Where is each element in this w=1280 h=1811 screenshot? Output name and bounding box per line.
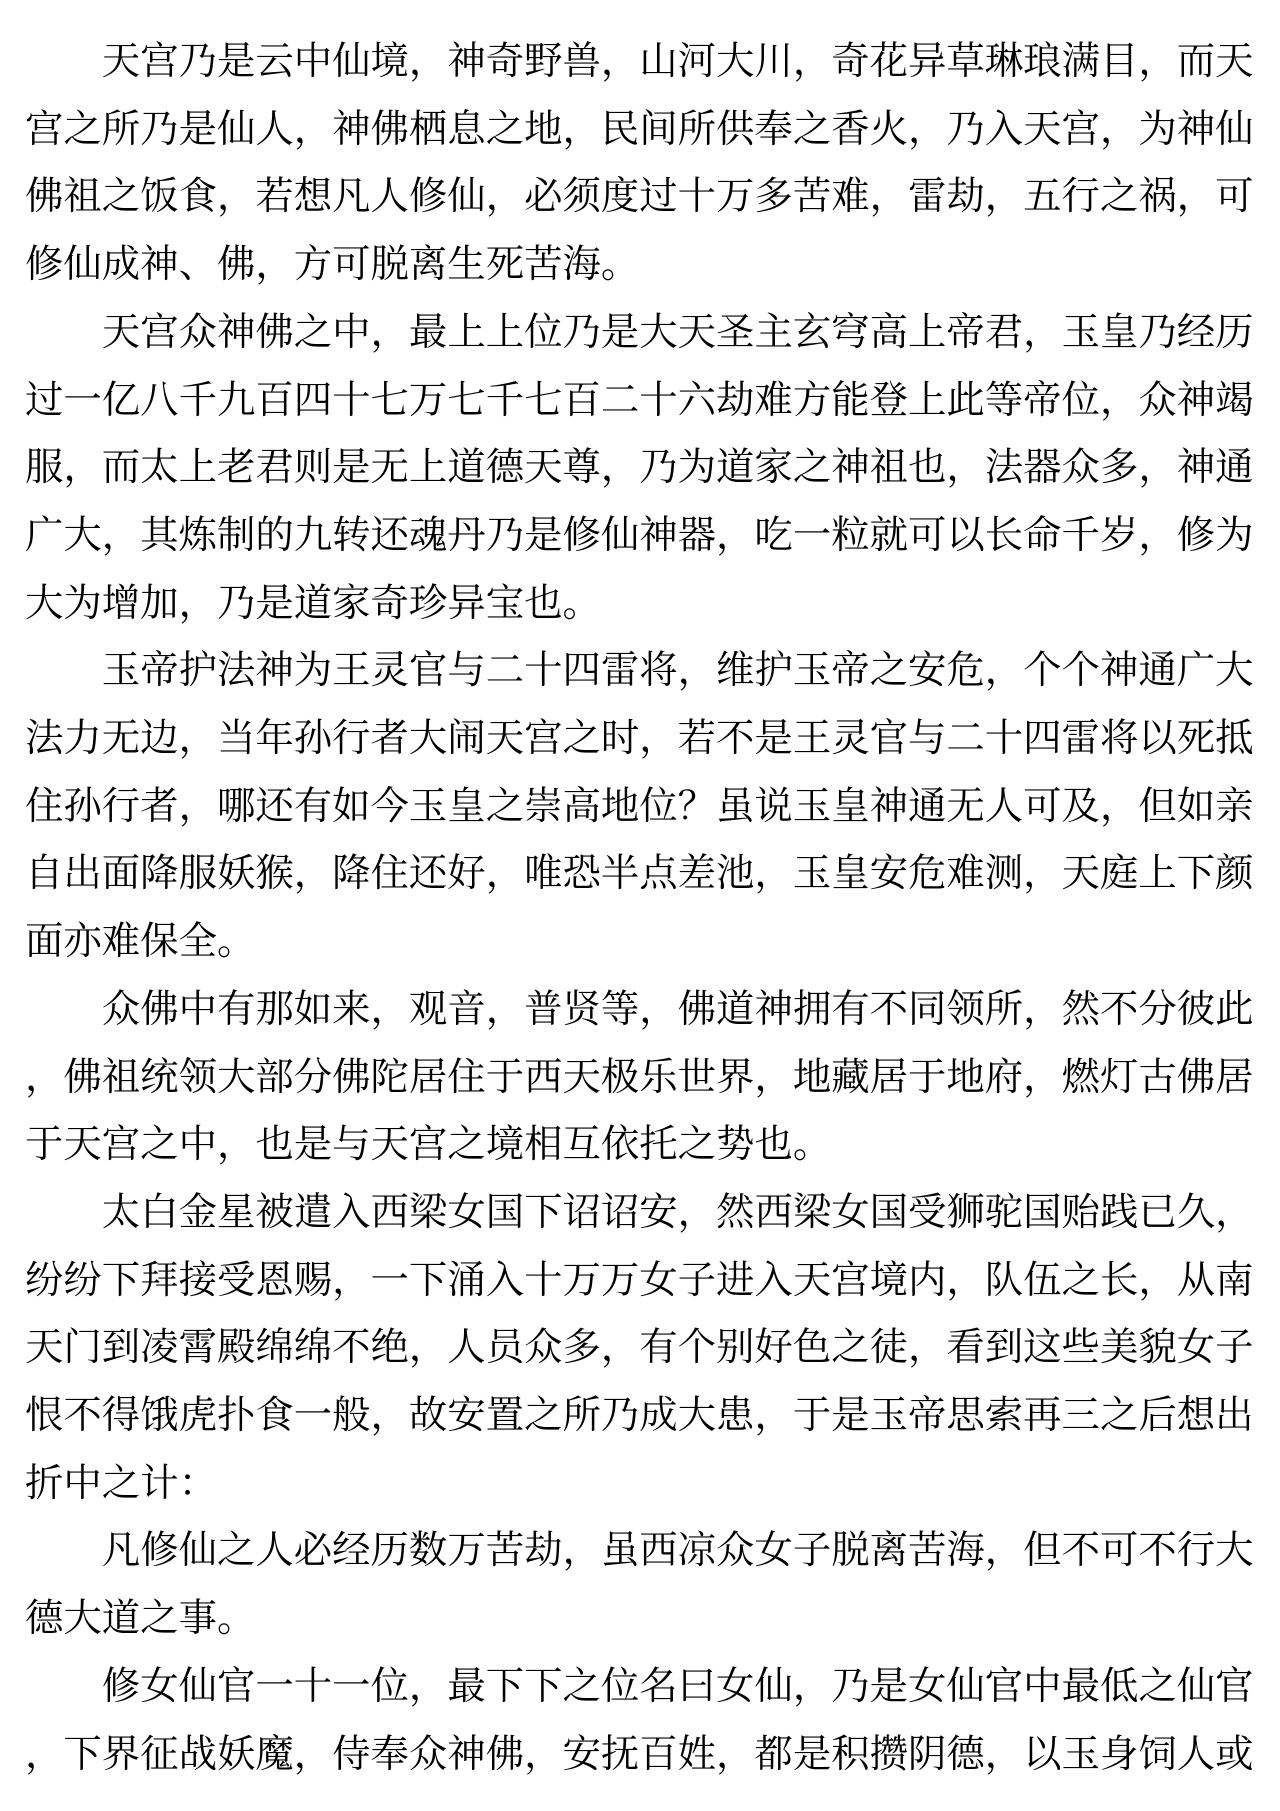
paragraph: 玉帝护法神为王灵官与二十四雷将，维护玉帝之安危，个个神通广大法力无边，当年孙行者大闹天宫之时，若不是王灵官与二十四雷将以死抵住孙行者，哪还有如今玉皇之崇高地位？虽说玉皇神通无人可及，但如亲自出面降服妖猴，降住还好，唯恐半点差池，玉皇安危难测，天庭上下颜面亦难保全。 [25, 649, 1254, 964]
paragraph: 众佛中有那如来，观音，普贤等，佛道神拥有不同领所，然不分彼此，佛祖统领大部分佛陀居住于西天极乐世界，地藏居于地府，燃灯古佛居于天宫之中，也是与天宫之境相互依托之势也。 [25, 987, 1254, 1167]
paragraph: 太白金星被遣入西梁女国下诏诏安，然西梁女国受狮驼国贻践已久，纷纷下拜接受恩赐，一下涌入十万万女子进入天宫境内，队伍之长，从南天门到凌霄殿绵绵不绝，人员众多，有个别好色之徒，看到这些美貌女子恨不得饿虎扑食一般，故安置之所乃成大患，于是玉帝思索再三之后想出折中之计： [25, 1190, 1254, 1505]
paragraph: 天宫众神佛之中，最上上位乃是大天圣主玄穹高上帝君，玉皇乃经历过一亿八千九百四十七万七千七百二十六劫难方能登上此等帝位，众神竭服，而太上老君则是无上道德天尊，乃为道家之神祖也，法器众多，神通广大，其炼制的九转还魂丹乃是修仙神器，吃一粒就可以长命千岁，修为大为增加，乃是道家奇珍异宝也。 [25, 310, 1254, 625]
paragraph: 天宫乃是云中仙境，神奇野兽，山河大川，奇花异草琳琅满目，而天宫之所乃是仙人，神佛栖息之地，民间所供奉之香火，乃入天宫，为神仙佛祖之饭食，若想凡人修仙，必须度过十万多苦难，雷劫，五行之祸，可修仙成神、佛，方可脱离生死苦海。 [25, 40, 1254, 287]
paragraph: 修女仙官一十一位，最下下之位名曰女仙，乃是女仙官中最低之仙官，下界征战妖魔，侍奉众神佛，安抚百姓，都是积攒阴德，以玉身饲人或 [25, 1664, 1254, 1776]
paragraph: 凡修仙之人必经历数万苦劫，虽西凉众女子脱离苦海，但不可不行大德大道之事。 [25, 1529, 1254, 1641]
